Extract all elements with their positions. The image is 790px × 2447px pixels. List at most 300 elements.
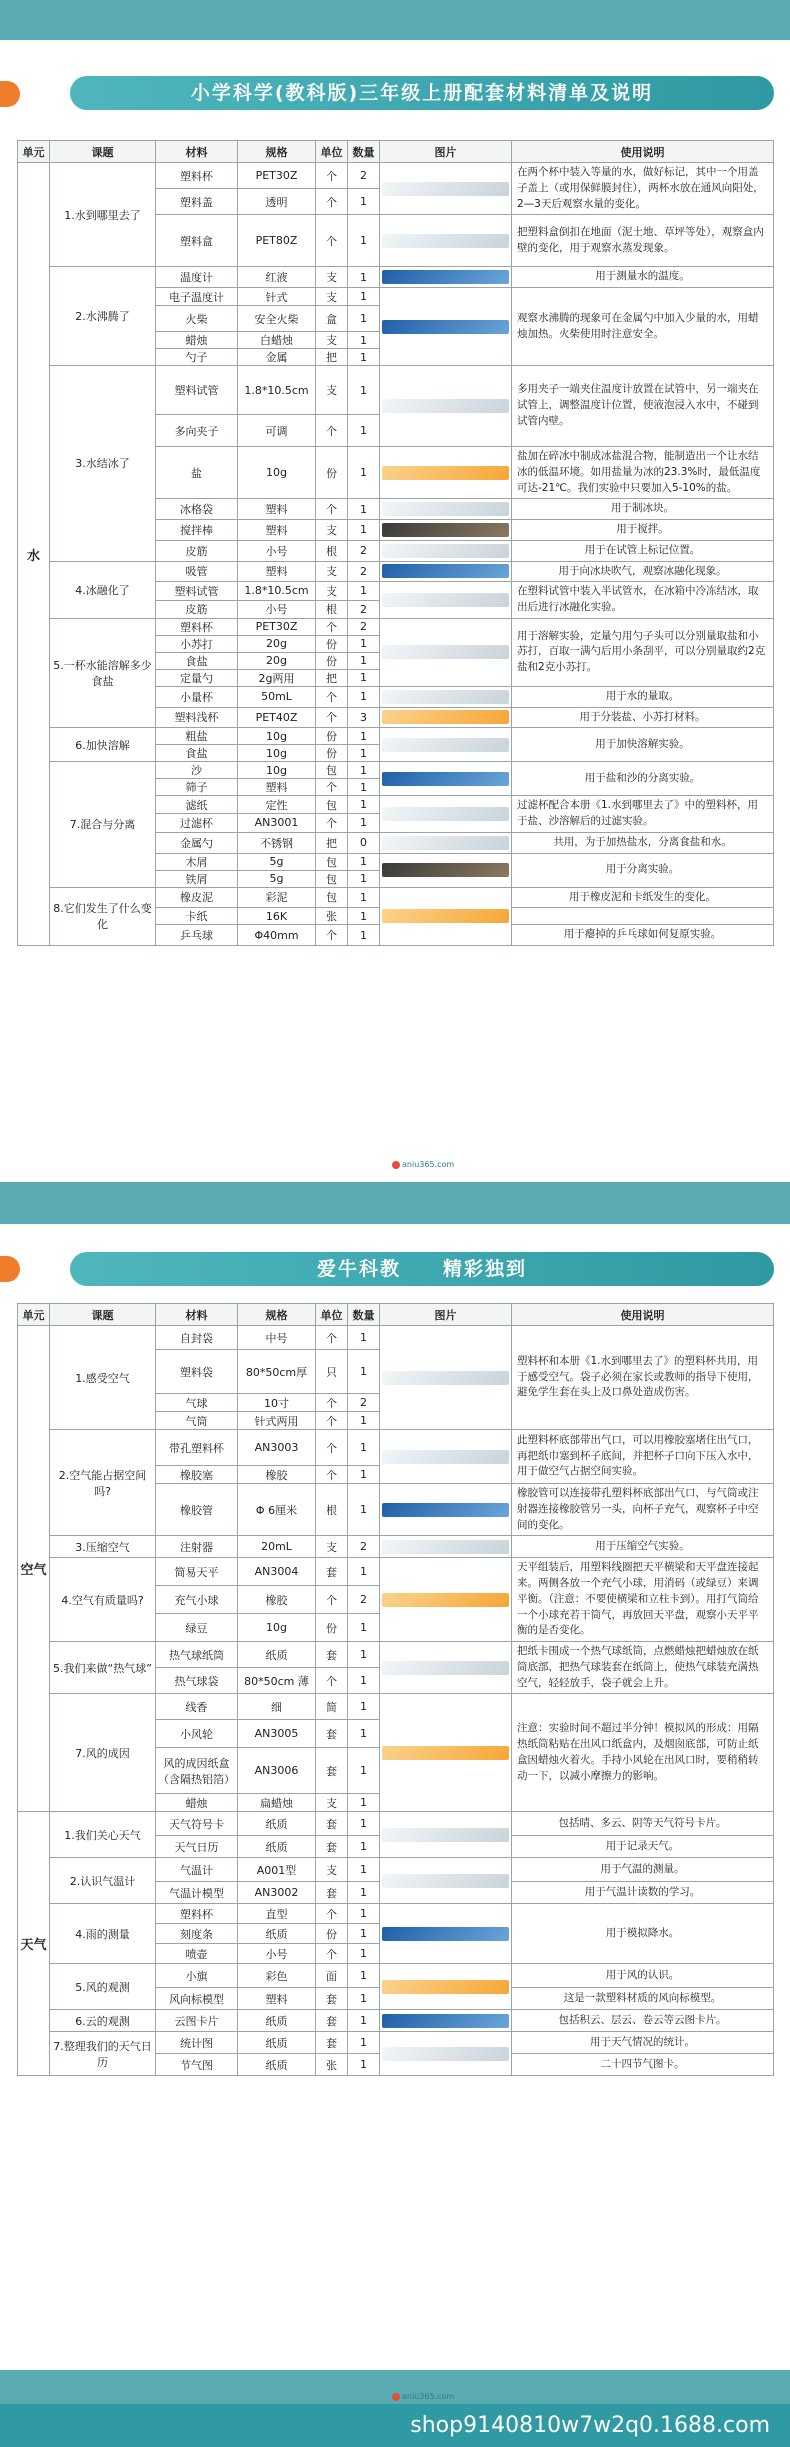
- measure-unit-cell: 份: [316, 1924, 348, 1944]
- picture-cell: [380, 447, 512, 499]
- spec-cell: 10寸: [238, 1394, 316, 1412]
- measure-unit-cell: 支: [316, 366, 348, 415]
- header-unit: 单元: [18, 1304, 50, 1326]
- spec-cell: AN3003: [238, 1430, 316, 1466]
- quantity-cell: 1: [348, 925, 380, 946]
- material-cell: 简易天平: [156, 1558, 238, 1586]
- material-cell: 天气日历: [156, 1836, 238, 1858]
- topic-cell: 3.水结冰了: [50, 366, 156, 562]
- usage-cell: 用于天气情况的统计。: [512, 2032, 774, 2054]
- quantity-cell: 1: [348, 870, 380, 887]
- table-row: [18, 267, 774, 288]
- material-cell: 吸管: [156, 561, 238, 582]
- material-cell: 食盐: [156, 652, 238, 669]
- spec-cell: 10g: [238, 762, 316, 779]
- quantity-cell: 1: [348, 1668, 380, 1694]
- middle-band: [0, 1182, 790, 1224]
- measure-unit-cell: 个: [316, 1466, 348, 1484]
- material-cell: 粗盐: [156, 728, 238, 745]
- usage-cell: 在塑料试管中装入半试管水，在冰箱中冷冻结冰，取出后进行冰融化实验。: [512, 582, 774, 619]
- header-spec: 规格: [238, 1304, 316, 1326]
- quantity-cell: 1: [348, 1882, 380, 1904]
- topic-cell: 4.空气有质量吗?: [50, 1558, 156, 1642]
- measure-unit-cell: 份: [316, 635, 348, 652]
- quantity-cell: 1: [348, 1694, 380, 1720]
- measure-unit-cell: 包: [316, 853, 348, 870]
- product-photo: [382, 523, 509, 537]
- quantity-cell: 1: [348, 267, 380, 288]
- quantity-cell: 1: [348, 813, 380, 832]
- spec-cell: 10g: [238, 1614, 316, 1642]
- material-cell: 多向夹子: [156, 415, 238, 447]
- quantity-cell: 1: [348, 1484, 380, 1536]
- material-cell: 气温计模型: [156, 1882, 238, 1904]
- material-cell: 塑料杯: [156, 163, 238, 189]
- topic-cell: 2.水沸腾了: [50, 267, 156, 366]
- measure-unit-cell: 支: [316, 1794, 348, 1812]
- quantity-cell: 1: [348, 1812, 380, 1836]
- measure-unit-cell: 把: [316, 832, 348, 853]
- material-cell: 云图卡片: [156, 2010, 238, 2032]
- material-cell: 蜡烛: [156, 332, 238, 349]
- usage-cell: 用于向冰块吹气，观察冰融化现象。: [512, 561, 774, 582]
- shop-url: shop9140810w7w2q0.1688.com: [0, 2404, 790, 2447]
- topic-cell: 4.冰融化了: [50, 561, 156, 618]
- spec-cell: 塑料: [238, 561, 316, 582]
- measure-unit-cell: 个: [316, 163, 348, 189]
- measure-unit-cell: 份: [316, 1614, 348, 1642]
- usage-cell: 注意：实验时间不超过半分钟！模拟风的形成：用隔热纸筒粘贴在出风口纸盒内，及烟囱底部，可防止纸盒因蜡烛火着火。手持小风轮在出风口时，要稍稍转动一下，以减小摩擦力的影响。: [512, 1694, 774, 1812]
- measure-unit-cell: 支: [316, 1536, 348, 1558]
- picture-cell: [380, 1558, 512, 1642]
- material-cell: 气筒: [156, 1412, 238, 1430]
- quantity-cell: 1: [348, 728, 380, 745]
- quantity-cell: 1: [348, 415, 380, 447]
- measure-unit-cell: 套: [316, 1812, 348, 1836]
- material-cell: 火柴: [156, 306, 238, 332]
- quantity-cell: 1: [348, 1614, 380, 1642]
- material-cell: 滤纸: [156, 796, 238, 814]
- topic-cell: 1.水到哪里去了: [50, 163, 156, 267]
- materials-table-2: [17, 1303, 774, 2076]
- spec-cell: 橡胶: [238, 1586, 316, 1614]
- usage-cell: 把纸卡围成一个热气球纸筒，点燃蜡烛把蜡烛放在纸筒底部，把热气球装套在纸筒上，使热气球装充满热空气，轻轻放手，袋子就会上升。: [512, 1642, 774, 1694]
- material-cell: 过滤杯: [156, 813, 238, 832]
- picture-cell: [380, 1858, 512, 1904]
- topic-cell: 7.整理我们的天气日历: [50, 2032, 156, 2076]
- picture-cell: [380, 1642, 512, 1694]
- spec-cell: 80*50cm厚: [238, 1350, 316, 1394]
- quantity-cell: 1: [348, 853, 380, 870]
- spec-cell: 小号: [238, 540, 316, 561]
- table-row: [18, 1536, 774, 1558]
- measure-unit-cell: 个: [316, 813, 348, 832]
- spec-cell: 纸质: [238, 1812, 316, 1836]
- brand-logo: aniu365.com: [392, 2392, 454, 2401]
- measure-unit-cell: 个: [316, 686, 348, 707]
- picture-cell: [380, 163, 512, 215]
- usage-cell: 观察水沸腾的现象可在金属勺中加入少量的水，用蜡烛加热。火柴使用时注意安全。: [512, 288, 774, 366]
- measure-unit-cell: 根: [316, 1484, 348, 1536]
- quantity-cell: 1: [348, 762, 380, 779]
- measure-unit-cell: 个: [316, 1904, 348, 1924]
- section-tag: [0, 1256, 20, 1282]
- picture-cell: [380, 267, 512, 288]
- material-cell: 温度计: [156, 267, 238, 288]
- picture-cell: [380, 1484, 512, 1536]
- table-row: [18, 1858, 774, 1882]
- measure-unit-cell: 套: [316, 1642, 348, 1668]
- quantity-cell: 1: [348, 306, 380, 332]
- measure-unit-cell: 支: [316, 288, 348, 306]
- quantity-cell: 1: [348, 796, 380, 814]
- product-photo: [382, 234, 509, 248]
- quantity-cell: 1: [348, 908, 380, 925]
- table-row: [18, 2032, 774, 2054]
- measure-unit-cell: 个: [316, 1430, 348, 1466]
- topic-cell: 3.压缩空气: [50, 1536, 156, 1558]
- measure-unit-cell: 包: [316, 796, 348, 814]
- product-photo: [382, 710, 509, 724]
- spec-cell: 塑料: [238, 499, 316, 520]
- material-cell: 蜡烛: [156, 1794, 238, 1812]
- header-spec: 规格: [238, 141, 316, 163]
- measure-unit-cell: 包: [316, 870, 348, 887]
- measure-unit-cell: 个: [316, 707, 348, 728]
- quantity-cell: 1: [348, 499, 380, 520]
- spec-cell: 50mL: [238, 686, 316, 707]
- section-tag: [0, 81, 20, 107]
- header-picture: 图片: [380, 141, 512, 163]
- topic-cell: 6.加快溶解: [50, 728, 156, 762]
- quantity-cell: 1: [348, 1642, 380, 1668]
- spec-cell: 10g: [238, 745, 316, 762]
- spec-cell: 针式: [238, 288, 316, 306]
- material-cell: 卡纸: [156, 908, 238, 925]
- spec-cell: 纸质: [238, 1642, 316, 1668]
- spec-cell: 纸质: [238, 2054, 316, 2076]
- quantity-cell: 1: [348, 1858, 380, 1882]
- usage-cell: 用于气温计读数的学习。: [512, 1882, 774, 1904]
- topic-cell: 7.风的成因: [50, 1694, 156, 1812]
- quantity-cell: 1: [348, 2010, 380, 2032]
- material-cell: 木屑: [156, 853, 238, 870]
- picture-cell: [380, 887, 512, 946]
- measure-unit-cell: 面: [316, 1964, 348, 1988]
- measure-unit-cell: 支: [316, 1858, 348, 1882]
- material-cell: 充气小球: [156, 1586, 238, 1614]
- quantity-cell: 1: [348, 745, 380, 762]
- picture-cell: [380, 1812, 512, 1858]
- spec-cell: 红液: [238, 267, 316, 288]
- measure-unit-cell: 根: [316, 540, 348, 561]
- material-cell: 食盐: [156, 745, 238, 762]
- spec-cell: A001型: [238, 1858, 316, 1882]
- material-cell: 天气符号卡: [156, 1812, 238, 1836]
- material-cell: 橡胶塞: [156, 1466, 238, 1484]
- usage-cell: 包括积云、层云、卷云等云图卡片。: [512, 2010, 774, 2032]
- quantity-cell: 1: [348, 1720, 380, 1748]
- material-cell: 冰格袋: [156, 499, 238, 520]
- measure-unit-cell: 个: [316, 1586, 348, 1614]
- spec-cell: 直型: [238, 1904, 316, 1924]
- material-cell: 塑料盒: [156, 215, 238, 267]
- product-photo: [382, 320, 509, 334]
- product-photo: [382, 807, 509, 821]
- spec-cell: AN3001: [238, 813, 316, 832]
- usage-cell: 天平组装后，用塑料线圈把天平横梁和天平盘连接起来。两侧各放一个充气小球，用消码（或绿豆）来调平衡。（注意：不要使横梁和立柱卡到）。用打气筒给一个小球充若干筒气，再放回天平盘，观察小天平平衡的是否变化。: [512, 1558, 774, 1642]
- table-row: [18, 1964, 774, 1988]
- usage-cell: 在两个杯中装入等量的水，做好标记，其中一个用盖子盖上（或用保鲜膜封住），两杯水放在通风向阳处，2—3天后观察水量的变化。: [512, 163, 774, 215]
- unit-cell: 天气: [18, 1812, 50, 2076]
- table-row: [18, 1326, 774, 1350]
- usage-cell: 用于记录天气。: [512, 1836, 774, 1858]
- picture-cell: [380, 1904, 512, 1964]
- spec-cell: 1.8*10.5cm: [238, 582, 316, 600]
- product-photo: [382, 645, 509, 659]
- header-quantity: 数量: [348, 141, 380, 163]
- material-cell: 塑料杯: [156, 618, 238, 635]
- product-photo: [382, 1661, 509, 1675]
- quantity-cell: 1: [348, 652, 380, 669]
- measure-unit-cell: 套: [316, 1988, 348, 2010]
- measure-unit-cell: 套: [316, 1748, 348, 1794]
- quantity-cell: 1: [348, 332, 380, 349]
- material-cell: 橡胶管: [156, 1484, 238, 1536]
- topic-cell: 2.认识气温计: [50, 1858, 156, 1904]
- section2-title: 爱牛科教 精彩独到: [70, 1252, 774, 1286]
- quantity-cell: 1: [348, 686, 380, 707]
- spec-cell: 纸质: [238, 2010, 316, 2032]
- material-cell: 风向标模型: [156, 1988, 238, 2010]
- picture-cell: [380, 540, 512, 561]
- spec-cell: 16K: [238, 908, 316, 925]
- measure-unit-cell: 张: [316, 908, 348, 925]
- spec-cell: 纸质: [238, 1836, 316, 1858]
- material-cell: 喷壶: [156, 1944, 238, 1964]
- product-photo: [382, 466, 509, 480]
- spec-cell: 1.8*10.5cm: [238, 366, 316, 415]
- topic-cell: 4.雨的测量: [50, 1904, 156, 1964]
- usage-cell: 用于搅拌。: [512, 520, 774, 541]
- header-picture: 图片: [380, 1304, 512, 1326]
- material-cell: 定量勺: [156, 669, 238, 686]
- material-cell: 气温计: [156, 1858, 238, 1882]
- usage-cell: 用于分离实验。: [512, 853, 774, 887]
- table-row: [18, 1558, 774, 1586]
- usage-cell: 用于分装盐、小苏打材料。: [512, 707, 774, 728]
- spec-cell: 定性: [238, 796, 316, 814]
- unit-cell: 水: [18, 163, 50, 946]
- picture-cell: [380, 618, 512, 686]
- product-photo: [382, 1828, 509, 1842]
- spec-cell: Φ40mm: [238, 925, 316, 946]
- spec-cell: 20g: [238, 652, 316, 669]
- topic-cell: 5.风的观测: [50, 1964, 156, 2010]
- topic-cell: 7.混合与分离: [50, 762, 156, 887]
- usage-cell: 橡胶管可以连接带孔塑料杯底部出气口，与气筒或注射器连接橡胶管另一头，向杯子充气，观察杯子中空间的变化。: [512, 1484, 774, 1536]
- quantity-cell: 1: [348, 1412, 380, 1430]
- table-row: [18, 1812, 774, 1836]
- measure-unit-cell: 份: [316, 447, 348, 499]
- table-row: [18, 1904, 774, 1924]
- product-photo: [382, 1593, 509, 1607]
- spec-cell: AN3005: [238, 1720, 316, 1748]
- spec-cell: 透明: [238, 189, 316, 215]
- header-quantity: 数量: [348, 1304, 380, 1326]
- brand-logo: aniu365.com: [392, 1160, 454, 1169]
- quantity-cell: 1: [348, 1430, 380, 1466]
- quantity-cell: 1: [348, 2054, 380, 2076]
- measure-unit-cell: 套: [316, 1836, 348, 1858]
- material-cell: 气球: [156, 1394, 238, 1412]
- spec-cell: 橡胶: [238, 1466, 316, 1484]
- measure-unit-cell: 个: [316, 215, 348, 267]
- spec-cell: PET40Z: [238, 707, 316, 728]
- spec-cell: 2g两用: [238, 669, 316, 686]
- spec-cell: AN3004: [238, 1558, 316, 1586]
- topic-cell: 1.感受空气: [50, 1326, 156, 1430]
- usage-cell: 包括晴、多云、阴等天气符号卡片。: [512, 1812, 774, 1836]
- product-photo: [382, 593, 509, 607]
- product-photo: [382, 502, 509, 516]
- measure-unit-cell: 个: [316, 1412, 348, 1430]
- usage-cell: 用于制冰块。: [512, 499, 774, 520]
- material-cell: 搅拌棒: [156, 520, 238, 541]
- header-material: 材料: [156, 1304, 238, 1326]
- spec-cell: 10g: [238, 728, 316, 745]
- spec-cell: PET30Z: [238, 618, 316, 635]
- material-cell: 塑料试管: [156, 582, 238, 600]
- header-usage: 使用说明: [512, 1304, 774, 1326]
- measure-unit-cell: 个: [316, 779, 348, 796]
- spec-cell: 小号: [238, 1944, 316, 1964]
- picture-cell: [380, 582, 512, 619]
- usage-cell: 把塑料盒倒扣在地面（泥土地、草坪等处），观察盒内壁的变化，用于观察水蒸发现象。: [512, 215, 774, 267]
- material-cell: 塑料浅杯: [156, 707, 238, 728]
- product-photo: [382, 909, 509, 923]
- material-cell: 刻度条: [156, 1924, 238, 1944]
- product-photo: [382, 1927, 509, 1941]
- picture-cell: [380, 1326, 512, 1430]
- usage-cell: 用于溶解实验，定量勺用勺子头可以分别量取盐和小苏打，百取一满勺后用小条刮平，可以分别量取约2克盐和2克小苏打。: [512, 618, 774, 686]
- measure-unit-cell: 个: [316, 1668, 348, 1694]
- product-photo: [382, 1874, 509, 1888]
- quantity-cell: 1: [348, 1466, 380, 1484]
- material-cell: 小量杯: [156, 686, 238, 707]
- quantity-cell: 0: [348, 832, 380, 853]
- product-photo: [382, 772, 509, 786]
- header-usage: 使用说明: [512, 141, 774, 163]
- quantity-cell: 1: [348, 1350, 380, 1394]
- material-cell: 电子温度计: [156, 288, 238, 306]
- measure-unit-cell: 个: [316, 499, 348, 520]
- picture-cell: [380, 1964, 512, 2010]
- quantity-cell: 1: [348, 447, 380, 499]
- material-cell: 注射器: [156, 1536, 238, 1558]
- material-cell: 小风轮: [156, 1720, 238, 1748]
- picture-cell: [380, 853, 512, 887]
- spec-cell: 5g: [238, 870, 316, 887]
- measure-unit-cell: 个: [316, 415, 348, 447]
- spec-cell: AN3002: [238, 1882, 316, 1904]
- header-topic: 课题: [50, 1304, 156, 1326]
- topic-cell: 2.空气能占据空间吗?: [50, 1430, 156, 1536]
- material-cell: 小旗: [156, 1964, 238, 1988]
- material-cell: 皮筋: [156, 540, 238, 561]
- quantity-cell: 1: [348, 366, 380, 415]
- material-cell: 风的成因纸盒（含隔热铝箔）: [156, 1748, 238, 1794]
- spec-cell: Φ 6厘米: [238, 1484, 316, 1536]
- material-cell: 盐: [156, 447, 238, 499]
- spec-cell: 金属: [238, 349, 316, 366]
- header-material: 材料: [156, 141, 238, 163]
- measure-unit-cell: 套: [316, 2032, 348, 2054]
- spec-cell: PET80Z: [238, 215, 316, 267]
- usage-cell: 用于测量水的温度。: [512, 267, 774, 288]
- spec-cell: 塑料: [238, 779, 316, 796]
- measure-unit-cell: 支: [316, 520, 348, 541]
- quantity-cell: 1: [348, 1944, 380, 1964]
- product-photo: [382, 836, 509, 850]
- top-band: [0, 0, 790, 40]
- product-photo: [382, 544, 509, 558]
- picture-cell: [380, 520, 512, 541]
- product-photo: [382, 270, 509, 284]
- spec-cell: 细: [238, 1694, 316, 1720]
- product-photo: [382, 182, 509, 196]
- material-cell: 塑料试管: [156, 366, 238, 415]
- quantity-cell: 1: [348, 349, 380, 366]
- material-cell: 线香: [156, 1694, 238, 1720]
- quantity-cell: 1: [348, 520, 380, 541]
- quantity-cell: 2: [348, 600, 380, 618]
- quantity-cell: 1: [348, 1924, 380, 1944]
- usage-cell: 二十四节气图卡。: [512, 2054, 774, 2076]
- spec-cell: 彩泥: [238, 887, 316, 908]
- table-row: [18, 1694, 774, 1720]
- header-measure-unit: 单位: [316, 1304, 348, 1326]
- spec-cell: 扁蜡烛: [238, 1794, 316, 1812]
- product-photo: [382, 690, 509, 704]
- material-cell: 塑料袋: [156, 1350, 238, 1394]
- spec-cell: 5g: [238, 853, 316, 870]
- measure-unit-cell: 只: [316, 1350, 348, 1394]
- measure-unit-cell: 个: [316, 189, 348, 215]
- header-topic: 课题: [50, 141, 156, 163]
- product-photo: [382, 1746, 509, 1760]
- usage-cell: 塑料杯和本册《1.水到哪里去了》的塑料杯共用，用于感受空气。袋子必须在家长或教师的指导下使用，避免学生套在头上及口鼻处造成伤害。: [512, 1326, 774, 1430]
- quantity-cell: 2: [348, 1394, 380, 1412]
- product-photo: [382, 863, 509, 877]
- table-row: [18, 561, 774, 582]
- product-photo: [382, 2014, 509, 2028]
- picture-cell: [380, 1536, 512, 1558]
- product-photo: [382, 399, 509, 413]
- picture-cell: [380, 686, 512, 707]
- table-row: [18, 762, 774, 779]
- usage-cell: 用于模拟降水。: [512, 1904, 774, 1964]
- material-cell: 橡皮泥: [156, 887, 238, 908]
- spec-cell: 安全火柴: [238, 306, 316, 332]
- quantity-cell: 1: [348, 2032, 380, 2054]
- section1-title: 小学科学(教科版)三年级上册配套材料清单及说明: [70, 76, 774, 110]
- material-cell: 小苏打: [156, 635, 238, 652]
- measure-unit-cell: 把: [316, 669, 348, 686]
- measure-unit-cell: 套: [316, 2010, 348, 2032]
- material-cell: 筛子: [156, 779, 238, 796]
- quantity-cell: 1: [348, 288, 380, 306]
